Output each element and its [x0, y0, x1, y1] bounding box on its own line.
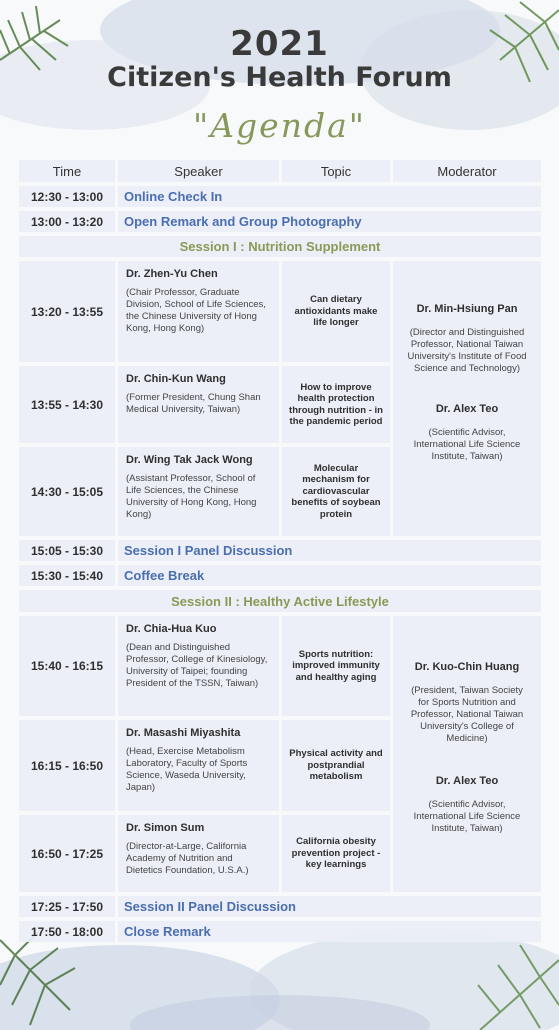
moderator-affiliation: (Scientific Advisor, International Life Science Institute, Taiwan): [413, 427, 521, 462]
speaker-name: Dr. Masashi Miyashita: [126, 727, 241, 739]
speaker-affiliation: (Head, Exercise Metabolism Laboratory, Faculty of Sports Science, Waseda University, Japan): [126, 746, 248, 793]
event-session2-panel: Session II Panel Discussion: [118, 896, 541, 917]
time-session1-panel: 15:05 - 15:30: [19, 540, 115, 561]
speaker-session2-talk2: [118, 720, 279, 811]
speaker-name: Dr. Zhen-Yu Chen: [126, 268, 218, 280]
moderator-affiliation: (Scientific Advisor, International Life Science Institute, Taiwan): [413, 799, 521, 834]
topic-session1-talk3: Molecular mechanism for cardiovascular benefits of soybean protein: [282, 447, 390, 536]
time-coffee-break: 15:30 - 15:40: [19, 565, 115, 586]
time-session1-talk2: 13:55 - 14:30: [19, 366, 115, 443]
moderators-session1: [393, 261, 541, 536]
event-open-remark: Open Remark and Group Photography: [118, 211, 541, 232]
moderator-name: Dr. Kuo-Chin Huang: [414, 661, 520, 673]
topic-session2-talk1: Sports nutrition: improved immunity and healthy aging: [282, 616, 390, 716]
speaker-session1-talk3: [118, 447, 279, 536]
speaker-name: Dr. Chia-Hua Kuo: [126, 623, 217, 635]
moderators-session2: [393, 616, 541, 892]
time-close-remark: 17:50 - 18:00: [19, 921, 115, 942]
column-header-time: Time: [19, 160, 115, 182]
moderator-affiliation: (President, Taiwan Society for Sports Nutrition and Professor, National Taiwan University's College of Medicine): [410, 685, 524, 744]
moderator-name: Dr. Alex Teo: [435, 775, 499, 787]
session-2-title: Session II : Healthy Active Lifestyle: [19, 590, 541, 612]
moderator-name: Dr. Alex Teo: [435, 403, 499, 415]
speaker-session2-talk1: [118, 616, 279, 716]
speaker-session1-talk2: [118, 366, 279, 443]
time-session1-talk3: 14:30 - 15:05: [19, 447, 115, 536]
time-online-check-in: 12:30 - 13:00: [19, 186, 115, 207]
topic-session1-talk1: Can dietary antioxidants make life longer: [282, 261, 390, 362]
speaker-name: Dr. Wing Tak Jack Wong: [126, 454, 253, 466]
speaker-name: Dr. Simon Sum: [126, 822, 205, 834]
speaker-session2-talk3: [118, 815, 279, 892]
column-header-moderator: Moderator: [393, 160, 541, 182]
speaker-affiliation: (Assistant Professor, School of Life Sciences, the Chinese University of Hong Kong, Hong Kong): [126, 473, 257, 520]
speaker-session1-talk1: [118, 261, 279, 362]
moderator-affiliation: (Director and Distinguished Professor, National Taiwan University's Institute of Food Science and Technology): [407, 327, 527, 374]
topic-session2-talk2: Physical activity and postprandial metabolism: [282, 720, 390, 811]
event-session1-panel: Session I Panel Discussion: [118, 540, 541, 561]
event-online-check-in: Online Check In: [118, 186, 541, 207]
speaker-affiliation: (Former President, Chung Shan Medical University, Taiwan): [126, 392, 261, 415]
speaker-affiliation: (Director-at-Large, California Academy of Nutrition and Dietetics Foundation, U.S.A.): [126, 841, 249, 876]
time-session2-panel: 17:25 - 17:50: [19, 896, 115, 917]
topic-session2-talk3: California obesity prevention project - key learnings: [282, 815, 390, 892]
forum-title: Citizen's Health Forum: [107, 62, 452, 93]
event-coffee-break: Coffee Break: [118, 565, 541, 586]
speaker-name: Dr. Chin-Kun Wang: [126, 373, 226, 385]
time-open-remark: 13:00 - 13:20: [19, 211, 115, 232]
time-session1-talk1: 13:20 - 13:55: [19, 261, 115, 362]
agenda-heading: "Agenda": [193, 106, 366, 145]
speaker-affiliation: (Dean and Distinguished Professor, College of Kinesiology, University of Taipei; founding President of the TSSN, Taiwan): [126, 642, 268, 689]
column-header-topic: Topic: [282, 160, 390, 182]
moderator-name: Dr. Min-Hsiung Pan: [416, 303, 518, 315]
topic-session1-talk2: How to improve health protection through nutrition - in the pandemic period: [282, 366, 390, 443]
time-session2-talk3: 16:50 - 17:25: [19, 815, 115, 892]
session-1-title: Session I : Nutrition Supplement: [19, 236, 541, 257]
time-session2-talk1: 15:40 - 16:15: [19, 616, 115, 716]
speaker-affiliation: (Chair Professor, Graduate Division, School of Life Sciences, the Chinese University of Hong Kong, Hong Kong): [126, 287, 266, 334]
forum-year: 2021: [230, 24, 329, 64]
column-header-speaker: Speaker: [118, 160, 279, 182]
time-session2-talk2: 16:15 - 16:50: [19, 720, 115, 811]
event-close-remark: Close Remark: [118, 921, 541, 942]
